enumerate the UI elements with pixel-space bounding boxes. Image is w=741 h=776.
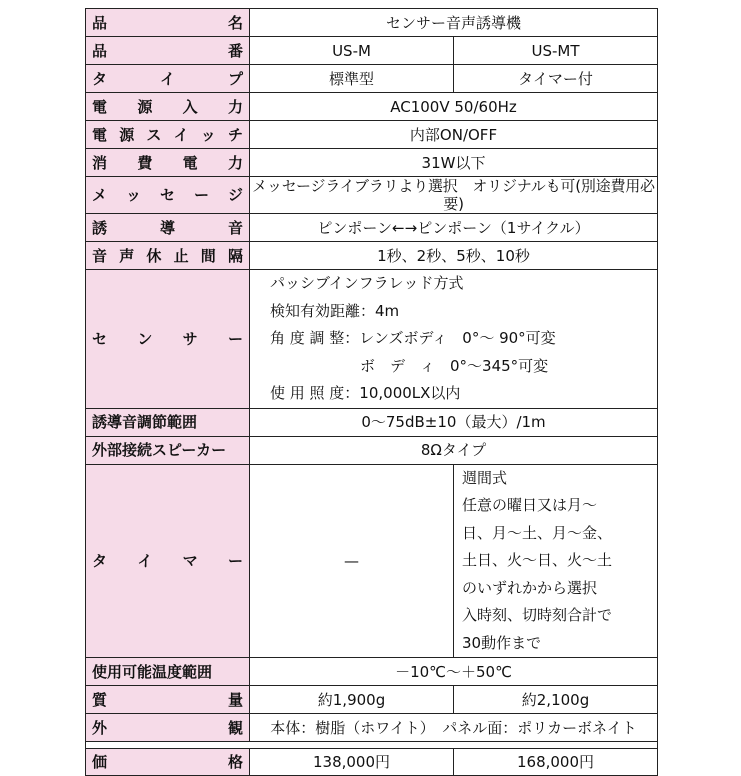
label-name: [86, 9, 250, 37]
row-speaker: [86, 436, 658, 464]
label-char: イ: [159, 69, 175, 88]
row-consumption: [86, 149, 658, 177]
value-message: メッセージライブラリより選択 オリジナルも可(別途費用必要): [250, 177, 658, 214]
row-appearance: [86, 714, 658, 742]
value-price-a: 138,000円: [250, 749, 454, 776]
row-gap: [86, 742, 658, 749]
label-char: マ: [182, 551, 198, 570]
sensor-line: 角 度 調 整：レンズボディ 0°～ 90°可変: [270, 329, 556, 347]
label-char: セ: [92, 329, 108, 348]
label-char: ッ: [200, 125, 216, 144]
timer-line: 入時刻、切時刻合計で: [462, 606, 613, 624]
row-pause: [86, 242, 658, 270]
label-price: [86, 749, 250, 776]
label-char: 格: [227, 753, 243, 771]
label-char: 電: [182, 153, 198, 172]
label-temperature: 使用可能温度範囲: [86, 658, 250, 686]
label-char: 品: [92, 13, 108, 32]
label-char: タ: [92, 551, 108, 570]
sensor-line: 検知有効距離：4m: [270, 301, 400, 320]
value-power-input: AC100V 50/60Hz: [250, 93, 658, 121]
label-char: チ: [227, 125, 243, 144]
row-message: [86, 177, 658, 214]
label-char: 音: [92, 246, 108, 265]
value-power-switch: 内部ON/OFF: [250, 121, 658, 149]
value-price-b: 168,000円: [454, 749, 658, 776]
label-char: 音: [227, 218, 243, 237]
value-type-a: 標準型: [250, 65, 454, 93]
spec-table: [85, 8, 658, 776]
label-char: 力: [227, 97, 243, 116]
value-timer-b: [454, 464, 658, 658]
timer-line: のいずれかから選択: [462, 578, 598, 597]
label-volume: 誘導音調節範囲: [86, 408, 250, 436]
timer-line: 土日、火～日、火～土: [462, 551, 613, 569]
label-char: 休: [146, 246, 162, 265]
label-char: 品: [92, 41, 108, 60]
value-consumption: 31W以下: [250, 149, 658, 177]
value-name: センサー音声誘導機: [250, 9, 658, 37]
label-char: 止: [173, 246, 189, 265]
label-char: メ: [92, 186, 108, 204]
timer-line: 任意の曜日又は月～: [462, 496, 598, 514]
label-message: [86, 177, 250, 214]
row-power-input: [86, 93, 658, 121]
label-char: セ: [159, 186, 175, 204]
label-consumption: [86, 149, 250, 177]
label-char: 電: [92, 125, 108, 144]
label-char: ッ: [125, 186, 141, 204]
value-sensor: [250, 270, 658, 409]
label-power-switch: [86, 121, 250, 149]
row-model: [86, 37, 658, 65]
row-type: [86, 65, 658, 93]
label-power-input: [86, 93, 250, 121]
label-char: 力: [227, 153, 243, 172]
label-char: 観: [227, 718, 243, 737]
label-model: [86, 37, 250, 65]
label-char: 価: [92, 753, 108, 771]
timer-line: 週間式: [462, 468, 508, 487]
sensor-line: パッシブインフラレッド方式: [270, 274, 464, 292]
label-char: 番: [227, 41, 243, 60]
label-char: 間: [200, 246, 216, 265]
label-char: イ: [137, 551, 153, 570]
row-temperature: [86, 658, 658, 686]
value-timer-a: —: [250, 464, 454, 658]
label-char: タ: [92, 69, 108, 88]
value-weight-a: 約1,900g: [250, 686, 454, 714]
timer-line: 30動作まで: [462, 633, 542, 652]
value-speaker: 8Ωタイプ: [250, 436, 658, 464]
sensor-line: 使 用 照 度：10,000LX以内: [270, 384, 461, 402]
row-sensor: [86, 270, 658, 409]
row-guide-sound: [86, 214, 658, 242]
label-appearance: [86, 714, 250, 742]
label-char: 源: [119, 125, 135, 144]
value-temperature: －10℃～＋50℃: [250, 658, 658, 686]
row-timer: [86, 464, 658, 658]
value-guide-sound: ピンポーン←→ピンポーン（1サイクル）: [250, 214, 658, 242]
label-char: 消: [92, 153, 108, 172]
label-weight: [86, 686, 250, 714]
row-price: [86, 749, 658, 776]
label-char: イ: [173, 125, 189, 144]
row-weight: [86, 686, 658, 714]
label-char: 質: [92, 690, 108, 709]
label-char: 量: [227, 690, 243, 709]
value-model-a: US-M: [250, 37, 454, 65]
value-appearance: 本体：樹脂（ホワイト） パネル面：ポリカーボネイト: [250, 714, 658, 742]
label-char: ー: [227, 329, 243, 348]
label-char: サ: [182, 329, 198, 348]
row-volume: [86, 408, 658, 436]
label-char: 誘: [92, 218, 108, 237]
label-char: プ: [227, 69, 243, 88]
value-model-b: US-MT: [454, 37, 658, 65]
row-power-switch: [86, 121, 658, 149]
timer-line: 日、月～土、月～金、: [462, 523, 613, 542]
label-char: 入: [182, 97, 198, 116]
label-char: ス: [146, 125, 162, 144]
label-char: 隔: [227, 246, 243, 265]
value-type-b: タイマー付: [454, 65, 658, 93]
label-timer: [86, 464, 250, 658]
value-pause: 1秒、2秒、5秒、10秒: [250, 242, 658, 270]
value-volume: 0～75dB±10（最大）/1m: [250, 408, 658, 436]
sensor-line: ボ デ ィ 0°～345°可変: [270, 356, 549, 375]
label-char: ー: [193, 186, 209, 204]
label-char: 電: [92, 97, 108, 116]
label-char: 費: [137, 153, 153, 172]
label-char: 導: [159, 218, 175, 237]
label-char: ー: [227, 551, 243, 570]
label-char: 声: [119, 246, 135, 265]
label-char: ン: [137, 329, 153, 348]
label-pause: [86, 242, 250, 270]
label-type: [86, 65, 250, 93]
label-char: 名: [227, 13, 243, 32]
label-char: 源: [137, 97, 153, 116]
label-guide-sound: [86, 214, 250, 242]
label-sensor: [86, 270, 250, 409]
value-weight-b: 約2,100g: [454, 686, 658, 714]
label-char: 外: [92, 718, 108, 737]
label-speaker: 外部接続スピーカー: [86, 436, 250, 464]
label-char: ジ: [227, 186, 243, 204]
row-name: [86, 9, 658, 37]
